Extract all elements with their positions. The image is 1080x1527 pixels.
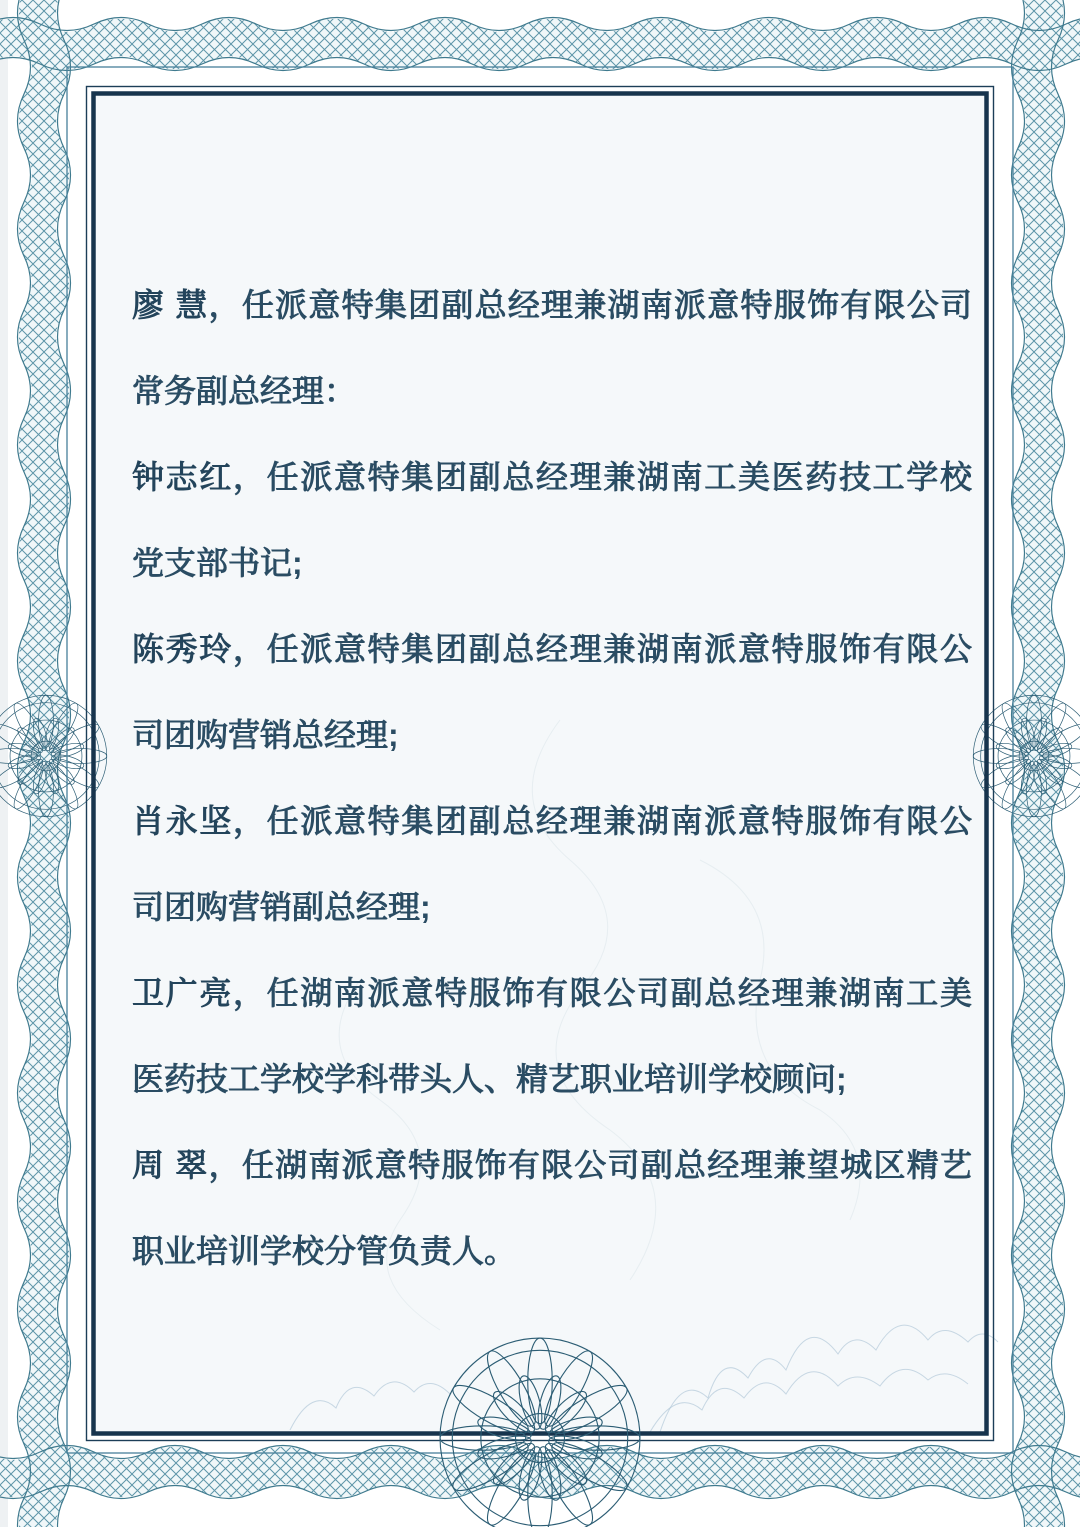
appointment-line-2: 党支部书记; [132,545,303,581]
appointment-line-1 [132,1122,972,1208]
person-name: 陈秀玲 [132,631,233,667]
appointment-entry [132,434,972,606]
appointment-line-1 [132,950,972,1036]
comma: ， [233,459,267,495]
appointment-entry [132,778,972,950]
person-name: 卫广亮 [132,975,233,1011]
appointment-text: 任派意特集团副总经理兼湖南派意特服饰有限公 [266,803,972,839]
appointment-text: 任派意特集团副总经理兼湖南工美医药技工学校 [266,459,972,495]
comma: ， [233,803,267,839]
appointment-entry [132,262,972,434]
appointment-list [132,262,972,1294]
appointment-entry [132,606,972,778]
comma: ， [233,631,267,667]
person-name: 肖永坚 [132,803,233,839]
appointment-line-2: 医药技工学校学科带头人、精艺职业培训学校顾问; [132,1061,847,1097]
person-name: 周 翠 [132,1147,209,1183]
appointment-line-2: 职业培训学校分管负责人。 [132,1233,517,1269]
appointment-text: 任派意特集团副总经理兼湖南派意特服饰有限公 [266,631,972,667]
appointment-line-2: 常务副总经理： [132,373,357,409]
appointment-line-1 [132,262,972,348]
appointment-line-1 [132,778,972,864]
appointment-text: 任湖南派意特服饰有限公司副总经理兼望城区精艺 [241,1147,972,1183]
appointment-text: 任派意特集团副总经理兼湖南派意特服饰有限公司 [241,287,972,323]
appointment-line-1 [132,606,972,692]
appointment-line-1 [132,434,972,520]
appointment-entry [132,1122,972,1294]
person-name: 钟志红 [132,459,233,495]
person-name: 廖 慧 [132,287,209,323]
comma: ， [208,287,242,323]
appointment-line-2: 司团购营销副总经理; [132,889,431,925]
comma: ， [233,975,267,1011]
comma: ， [208,1147,242,1183]
appointment-entry [132,950,972,1122]
appointment-text: 任湖南派意特服饰有限公司副总经理兼湖南工美 [266,975,972,1011]
appointment-line-2: 司团购营销总经理; [132,717,399,753]
